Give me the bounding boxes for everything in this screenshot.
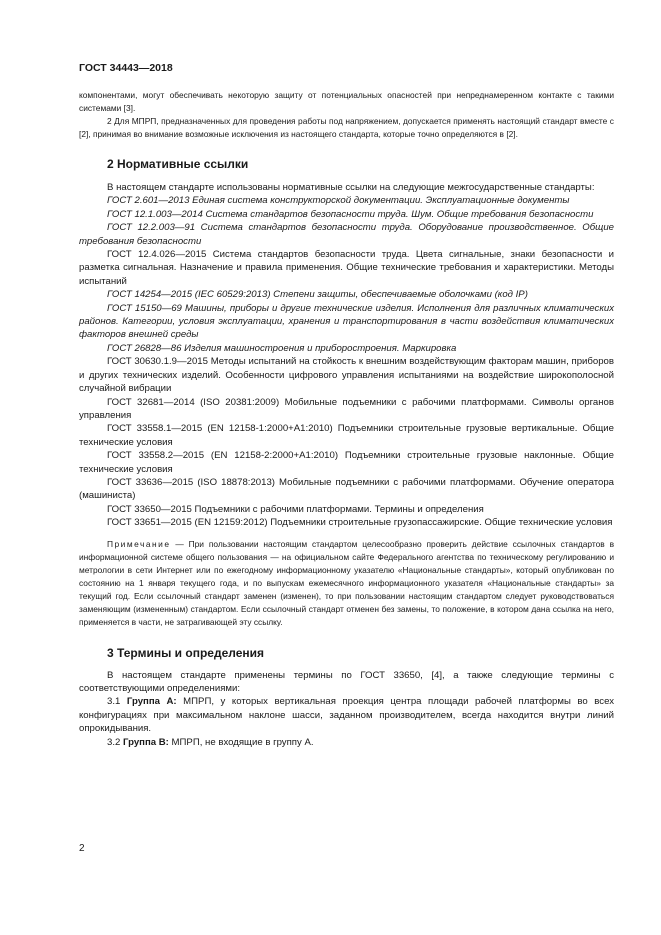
reference-item: ГОСТ 12.1.003—2014 Система стандартов безопасности труда. Шум. Общие требования безопасности — [107, 208, 594, 220]
term-list — [79, 695, 614, 749]
reference-item: ГОСТ 33636—2015 (ISO 18878:2013) Мобильные подъемники с рабочими платформами. Обучение оператора (машиниста) — [79, 476, 614, 502]
section-lead: В настоящем стандарте применены термины по ГОСТ 33650, [4], а также следующие термины с соответствующими определениями: — [79, 669, 614, 694]
term-number: 3.1 — [107, 696, 121, 708]
reference-item: ГОСТ 26828—86 Изделия машиностроения и приборостроения. Маркировка — [107, 342, 457, 354]
term-number: 3.2 — [107, 736, 121, 748]
page-content — [79, 89, 614, 749]
term-name: Группа А: — [126, 696, 177, 708]
note — [79, 538, 614, 629]
section-heading: 3 Термины и определения — [107, 645, 265, 660]
reference-item: ГОСТ 30630.1.9—2015 Методы испытаний на стойкость к внешним воздействующим факторам машин, приборов и других технических изделий. Особенности цифрового управления испытаниями на воздействие широкополосной случайной вибрации — [79, 356, 614, 395]
term-definition — [79, 736, 614, 749]
reference-list — [79, 194, 614, 529]
section-heading: 2 Нормативные ссылки — [107, 157, 249, 171]
term-name: Группа В: — [123, 736, 169, 748]
document-header: ГОСТ 34443—2018 — [79, 62, 173, 74]
reference-item: ГОСТ 14254—2015 (IEC 60529:2013) Степени защиты, обеспечиваемые оболочками (код IP) — [107, 289, 528, 301]
reference-item: ГОСТ 32681—2014 (ISO 20381:2009) Мобильные подъемники с рабочими платформами. Символы органов управления — [79, 396, 614, 421]
reference-item: ГОСТ 33558.2—2015 (EN 12158-2:2000+A1:2010) Подъемники строительные грузовые наклонные. Общие технические условия — [79, 450, 614, 475]
intro-paragraph: компонентами, могут обеспечивать некоторую защиту от потенциальных опасностей при непреднамеренном контакте с такими системами [3]. — [79, 90, 614, 113]
reference-item: ГОСТ 2.601—2013 Единая система конструкторской документации. Эксплуатационные документы — [107, 195, 570, 207]
note-text: — При пользовании настоящим стандартом целесообразно проверить действие ссылочных стандартов в информационной системе общего пользования — на официальном сайте Федерального агентства по техническому регулированию и метрологии в сети Интернет или по ежегодному информационному указателю «Национальные стандарты», который опубликован по состоянию на 1 января текущего года, и по выпускам ежемесячного информационного указателя «Национальные стандарты» за текущий год. Если ссылочный стандарт заменен (изменен), то при пользовании настоящим стандартом следует руководствоваться заменяющим (измененным) стандартом. Если ссылочный стандарт отменен без замены, то положение, в котором дана ссылка на него, применяется в части, не затрагивающей эту ссылку. — [79, 538, 615, 627]
reference-item: ГОСТ 12.4.026—2015 Система стандартов безопасности труда. Цвета сигнальные, знаки безопасности и разметка сигнальная. Назначение и правила применения. Общие технические требования и характеристики. Методы испытаний — [79, 249, 614, 287]
reference-item: ГОСТ 15150—69 Машины, приборы и другие технические изделия. Исполнения для различных климатических районов. Категории, условия эксплуатации, хранения и транспортирования в части воздействия климатических факторов внешней среды — [79, 302, 614, 341]
intro-paragraph: 2 Для МПРП, предназначенных для проведения работы под напряжением, допускается применять настоящий стандарт вместе с [2], принимая во внимание возможные исключения из настоящего стандарта, которые точно определяются в [2]. — [79, 116, 614, 139]
section-lead: В настоящем стандарте использованы нормативные ссылки на следующие межгосударственные стандарты: — [107, 182, 595, 193]
reference-item: ГОСТ 12.2.003—91 Система стандартов безопасности труда. Оборудование производственное. Общие требования безопасности — [79, 222, 614, 247]
note-label: Примечание — [107, 538, 171, 549]
term-text: МПРП, у которых вертикальная проекция центра площади рабочей платформы во всех конфигурациях при максимальном наклоне шасси, заданном производителем, всегда находится внутри линий опрокидывания. — [79, 696, 614, 735]
reference-item: ГОСТ 33650—2015 Подъемники с рабочими платформами. Термины и определения — [107, 503, 484, 515]
page-number: 2 — [79, 843, 85, 854]
reference-item: ГОСТ 33558.1—2015 (EN 12158-1:2000+A1:2010) Подъемники строительные грузовые вертикальные. Общие технические условия — [79, 423, 614, 448]
reference-item: ГОСТ 33651—2015 (EN 12159:2012) Подъемники строительные грузопассажирские. Общие технические условия — [107, 517, 613, 529]
term-definition — [79, 695, 614, 735]
term-text: МПРП, не входящие в группу А. — [171, 736, 314, 748]
